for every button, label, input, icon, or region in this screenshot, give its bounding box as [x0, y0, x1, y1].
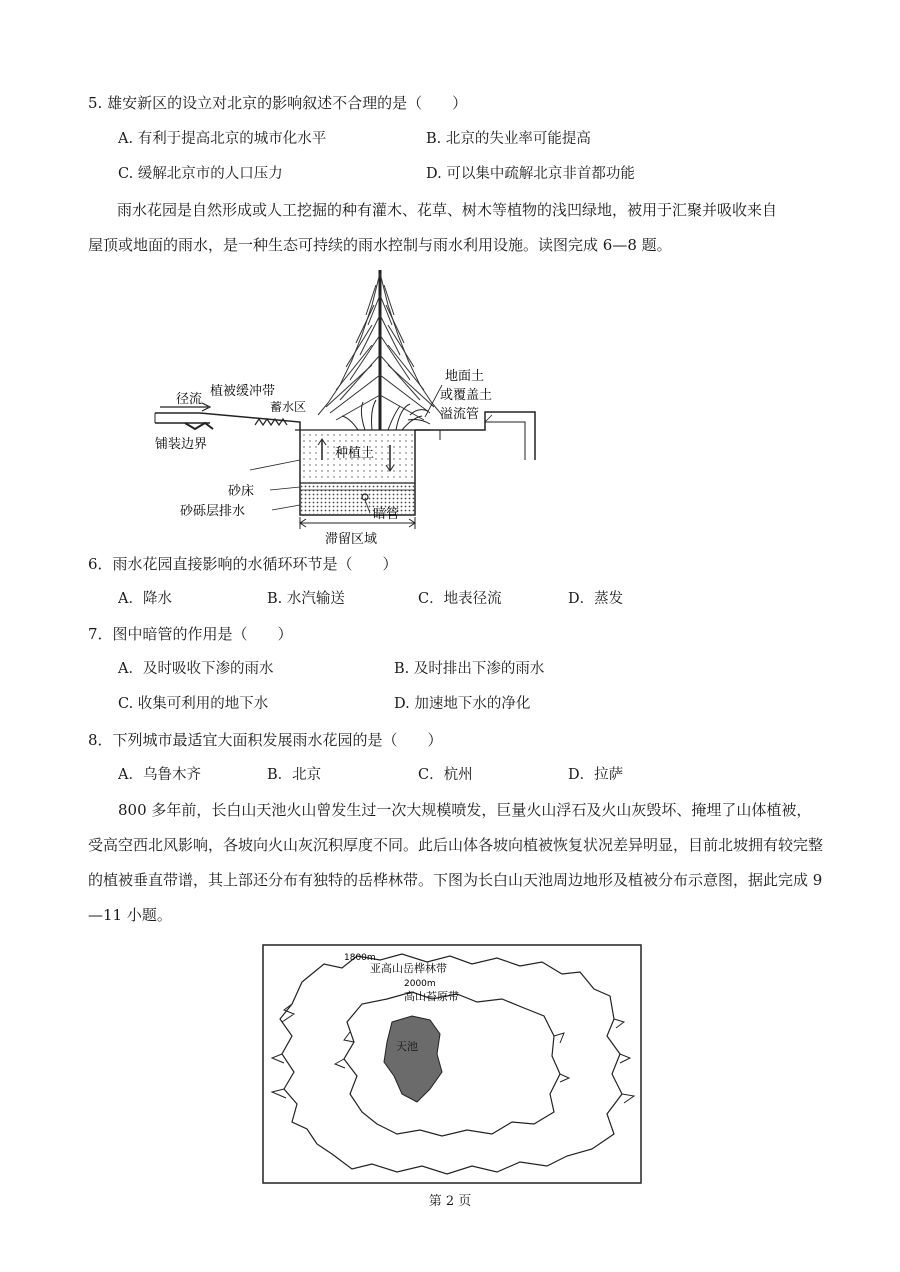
- q8-option-c: C．杭州: [418, 767, 473, 783]
- label-tianchi-lake: 天池: [396, 1040, 418, 1053]
- label-contour-2000: 2000m: [404, 979, 436, 989]
- q6-option-c: C．地表径流: [418, 591, 502, 607]
- label-surface-soil: 地面土: [445, 369, 485, 384]
- label-cover-soil: 或覆盖土: [440, 388, 493, 403]
- q6-stem: 6．雨水花园直接影响的水循环环节是（ ）: [88, 555, 398, 573]
- label-subalpine-birch-belt: 亚高山岳桦林带: [370, 962, 447, 975]
- q5-option-c: C. 缓解北京市的人口压力: [118, 166, 283, 182]
- label-paving-edge: 铺装边界: [155, 437, 208, 452]
- intro1-line1: 雨水花园是自然形成或人工挖掘的种有灌木、花草、树木等植物的浅凹绿地，被用于汇聚并吸收来自: [117, 201, 778, 219]
- label-underdrain-pipe: 暗管: [373, 507, 400, 522]
- q5-stem: 5. 雄安新区的设立对北京的影响叙述不合理的是（ ）: [88, 94, 468, 112]
- label-retention-zone: 滞留区域: [325, 532, 378, 547]
- intro2-paragraph: [88, 793, 823, 933]
- q5-option-a: A. 有利于提高北京的城市化水平: [118, 131, 327, 147]
- rain-garden-diagram: [140, 265, 550, 550]
- label-buffer-strip: 植被缓冲带: [210, 384, 276, 399]
- q8-option-d: D．拉萨: [568, 767, 624, 783]
- q5-option-b: B. 北京的失业率可能提高: [426, 131, 591, 147]
- tianchi-vegetation-map: [262, 944, 642, 1184]
- q7-option-a: A．及时吸收下渗的雨水: [118, 661, 274, 677]
- label-runoff: 径流: [176, 392, 203, 407]
- intro1-line2: 屋顶或地面的雨水，是一种生态可持续的雨水控制与雨水利用设施。读图完成 6—8 题。: [88, 236, 672, 254]
- q8-stem: 8．下列城市最适宜大面积发展雨水花园的是（ ）: [88, 731, 443, 749]
- q6-option-a: A．降水: [118, 591, 172, 607]
- label-planting-soil: 种植土: [335, 446, 375, 461]
- q6-option-d: D．蒸发: [568, 591, 624, 607]
- q5-option-d: D. 可以集中疏解北京非首都功能: [426, 166, 635, 182]
- label-overflow-pipe: 溢流管: [440, 407, 480, 422]
- q7-option-b: B. 及时排出下渗的雨水: [394, 661, 545, 677]
- q8-option-a: A．乌鲁木齐: [118, 767, 201, 783]
- q7-option-d: D. 加速地下水的净化: [394, 696, 531, 712]
- label-gravel-drainage: 砂砾层排水: [180, 504, 246, 519]
- q7-stem: 7．图中暗管的作用是（ ）: [88, 625, 293, 643]
- label-contour-1800: 1800m: [344, 953, 376, 963]
- label-alpine-tundra-belt: 高山苔原带: [404, 990, 459, 1003]
- q6-option-b: B. 水汽输送: [267, 591, 345, 607]
- intro2-text: 800 多年前，长白山天池火山曾发生过一次大规模喷发，巨量火山浮石及火山灰毁坏、掩埋了山体植被，受高空西北风影响，各坡向火山灰沉积厚度不同。此后山体各坡向植被恢复状况差异明显，目前北坡拥有较完整的植被垂直带谱，其上部还分布有独特的岳桦林带。下图为长白山天池周边地形及植被分布示意图，据此完成 9—11 小题。: [88, 801, 824, 924]
- page-number: 第 2 页: [428, 1194, 472, 1209]
- label-sand-bed: 砂床: [228, 484, 255, 499]
- q8-option-b: B．北京: [267, 767, 322, 783]
- q7-option-c: C. 收集可利用的地下水: [118, 696, 269, 712]
- label-storage-zone: 蓄水区: [270, 400, 307, 414]
